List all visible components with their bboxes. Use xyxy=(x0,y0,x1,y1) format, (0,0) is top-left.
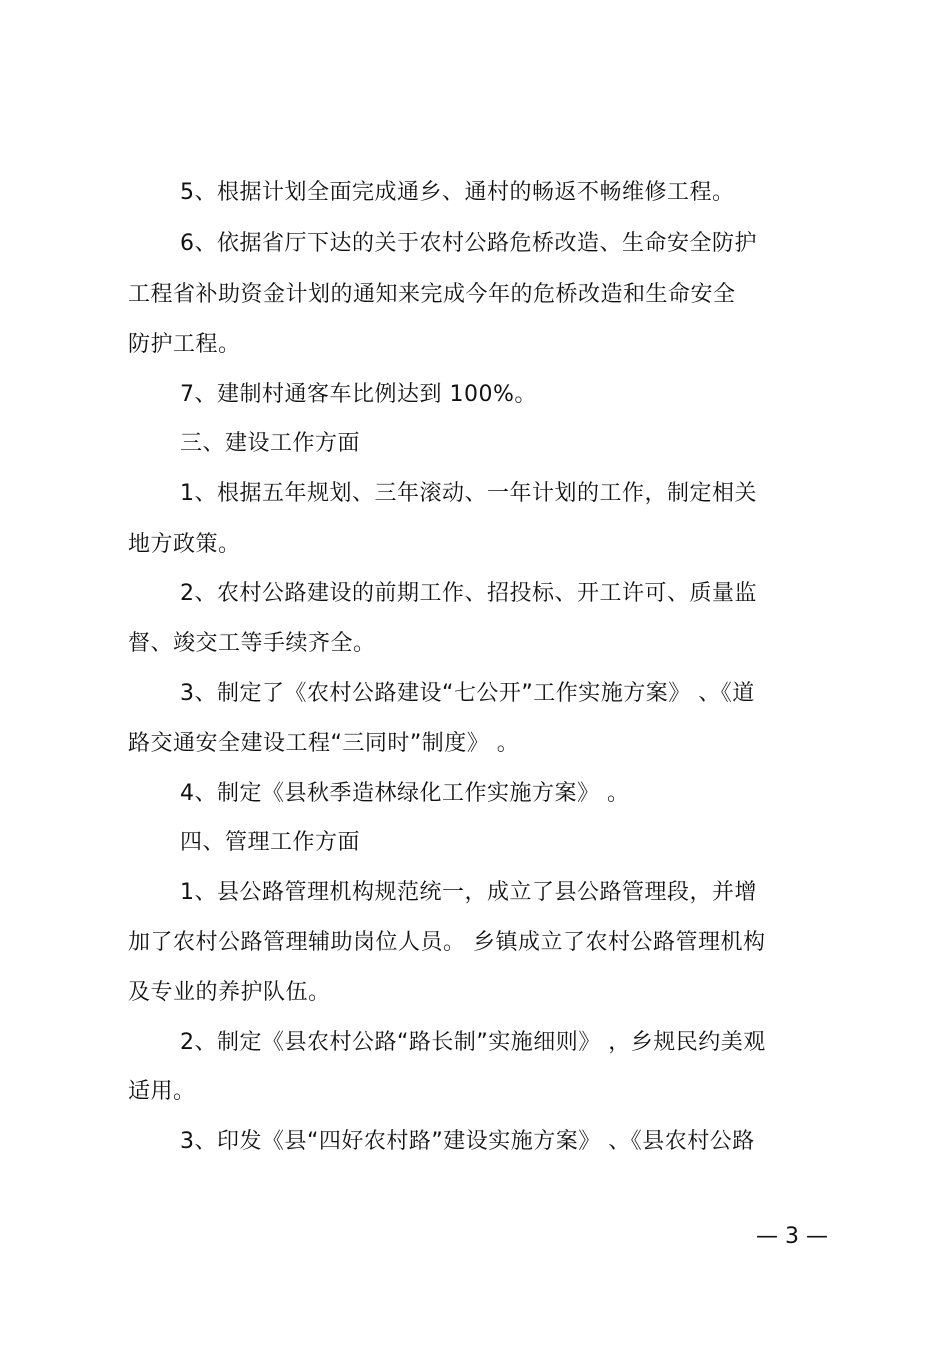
text-line: 6、依据省厅下达的关于农村公路危桥改造、生命安全防护 xyxy=(180,231,757,256)
text-line: 5、根据计划全面完成通乡、通村的畅返不畅维修工程。 xyxy=(180,180,735,205)
text-line: 2、制定《县农村公路“路长制”实施细则》 ，乡规民约美观 xyxy=(180,1030,766,1055)
text-line: 1、县公路管理机构规范统一，成立了县公路管理段，并增 xyxy=(180,880,757,905)
text-line: 督、竣交工等手续齐全。 xyxy=(128,631,376,656)
text-line: 2、农村公路建设的前期工作、招投标、开工许可、质量监 xyxy=(180,581,757,606)
text-line: 适用。 xyxy=(128,1079,196,1104)
page-number: — 3 — xyxy=(756,1224,828,1249)
text-line: 路交通安全建设工程“三同时”制度》 。 xyxy=(128,731,520,756)
text-line: 三、建设工作方面 xyxy=(180,431,361,456)
text-line: 加了农村公路管理辅助岗位人员。 乡镇成立了农村公路管理机构 xyxy=(128,930,766,955)
text-line: 及专业的养护队伍。 xyxy=(128,980,331,1005)
text-line: 工程省补助资金计划的通知来完成今年的危桥改造和生命安全 xyxy=(128,282,736,307)
text-line: 1、根据五年规划、三年滚动、一年计划的工作，制定相关 xyxy=(180,481,757,506)
text-line: 四、管理工作方面 xyxy=(180,830,361,855)
text-line: 防护工程。 xyxy=(128,332,241,357)
text-line: 3、制定了《农村公路建设“七公开”工作实施方案》 、《道 xyxy=(180,681,755,706)
text-line: 4、制定《县秋季造林绿化工作实施方案》 。 xyxy=(180,781,630,806)
text-line: 7、建制村通客车比例达到 100%。 xyxy=(180,382,537,407)
text-line: 3、印发《县“四好农村路”建设实施方案》 、《县农村公路 xyxy=(180,1129,755,1154)
text-line: 地方政策。 xyxy=(128,532,241,557)
